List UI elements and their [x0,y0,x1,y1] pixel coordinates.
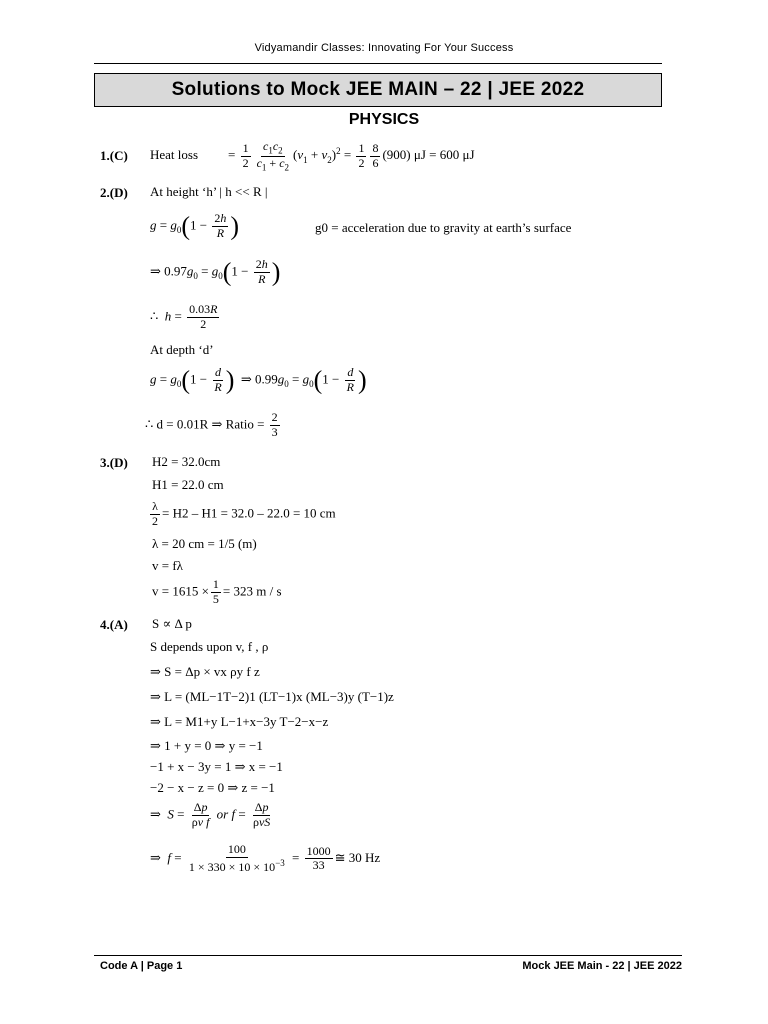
q4-depends: S depends upon v, f , ρ [150,639,269,654]
q3-speed: v = 1615 × $\frac{1}{5}$ = 323 m / s [152,577,282,606]
footer-left: Code A | Page 1 [100,960,183,972]
q2-ratio: ∴ d = 0.01R ⇒ Ratio = $\frac{2}{3}$ [145,410,278,439]
q3-number: 3.(D) [100,455,128,470]
q2-height-result: ∴ h = $\frac{0.03R}{2}$ [150,302,218,331]
q1-number: 1.(C) [100,148,128,163]
q4-combined: ⇒ L = M1+y L−1+x−3y T−2−x−z [150,714,329,729]
q4-eq-y: ⇒ 1 + y = 0 ⇒ y = −1 [150,738,263,753]
page-header: Vidyamandir Classes: Innovating For Your Success [254,42,514,54]
header-rule [94,63,662,64]
q2-ratio-text: ∴ d = 0.01R ⇒ Ratio = [145,416,265,432]
q1-result: (900) μJ = 600 μJ [382,147,475,163]
q3-half-wavelength: $\frac{\lambda}{2}$ = H2 – H1 = 32.0 – 22.0 = 10 cm [152,499,336,528]
q2-g0-note: g0 = acceleration due to gravity at earth’s surface [315,220,572,235]
q4-frequency: ⇒ f = $\frac{100}{1 \times 330 \times 10 \times 10^{-3}}$ = $\frac{1000}{33}$ ≅ 30 Hz [150,842,381,874]
q2-depth-label: At depth ‘d’ [150,342,214,357]
footer-rule [94,955,682,956]
page-title: Solutions to Mock JEE MAIN – 22 | JEE 2022 [94,73,662,107]
q4-frequency-result: ≅ 30 Hz [334,849,381,865]
q2-condition: At height ‘h’ | h << R | [150,184,268,199]
q4-eq-x: −1 + x − 3y = 1 ⇒ x = −1 [150,759,283,774]
q4-s-expression: ⇒ S = $\frac{\Delta p}{\text{ρv f}}$ or f = $\frac{\Delta p}{\text{ρvS}}$ [150,800,271,829]
q1-label: Heat loss [150,147,199,162]
q3-wave-eq: v = fλ [152,558,183,573]
q3-path-difference: = H2 – H1 = 32.0 – 22.0 = 10 cm [162,505,336,521]
q3-wavelength: λ = 20 cm = 1/5 (m) [152,536,257,551]
subject-heading: PHYSICS [348,111,420,128]
q4-number: 4.(A) [100,617,128,632]
q3-h1: H1 = 22.0 cm [152,477,224,492]
q4-assume: ⇒ S = Δp × vx ρy f z [150,664,260,679]
q2-height-formula: $g = g_0(1$ − $\frac{2h}{R}$ ) [150,211,240,241]
q1-equation: = $\frac{1}{2}$ $\frac{c_1c_2}{c_1 + c_2}$ $(v_1 + v_2)^2$ = $\frac{1}{2}$ $\frac{8}{6}$ (900) μJ = 600 μJ [228,139,475,173]
q2-depth-formula: $g = g_0(1$ − $\frac{d}{R}$ ) ⇒ $0.99g_0 = g_0(1$ − $\frac{d}{R}$ ) [150,365,367,395]
q3-h2: H2 = 32.0cm [152,454,221,469]
q2-height-step: ⇒ $0.97g_0 = g_0(1$ − $\frac{2h}{R}$ ) [150,257,281,287]
q4-dimensions: ⇒ L = (ML−1T−2)1 (LT−1)x (ML−3)y (T−1)z [150,689,394,704]
q3-speed-left: v = 1615 × [152,583,209,599]
footer-right: Mock JEE Main - 22 | JEE 2022 [522,960,682,972]
q4-eq-z: −2 − x − z = 0 ⇒ z = −1 [150,780,275,795]
q2-number: 2.(D) [100,185,128,200]
q4-proportional: S ∝ Δ p [152,616,192,631]
q3-speed-right: = 323 m / s [222,583,282,599]
